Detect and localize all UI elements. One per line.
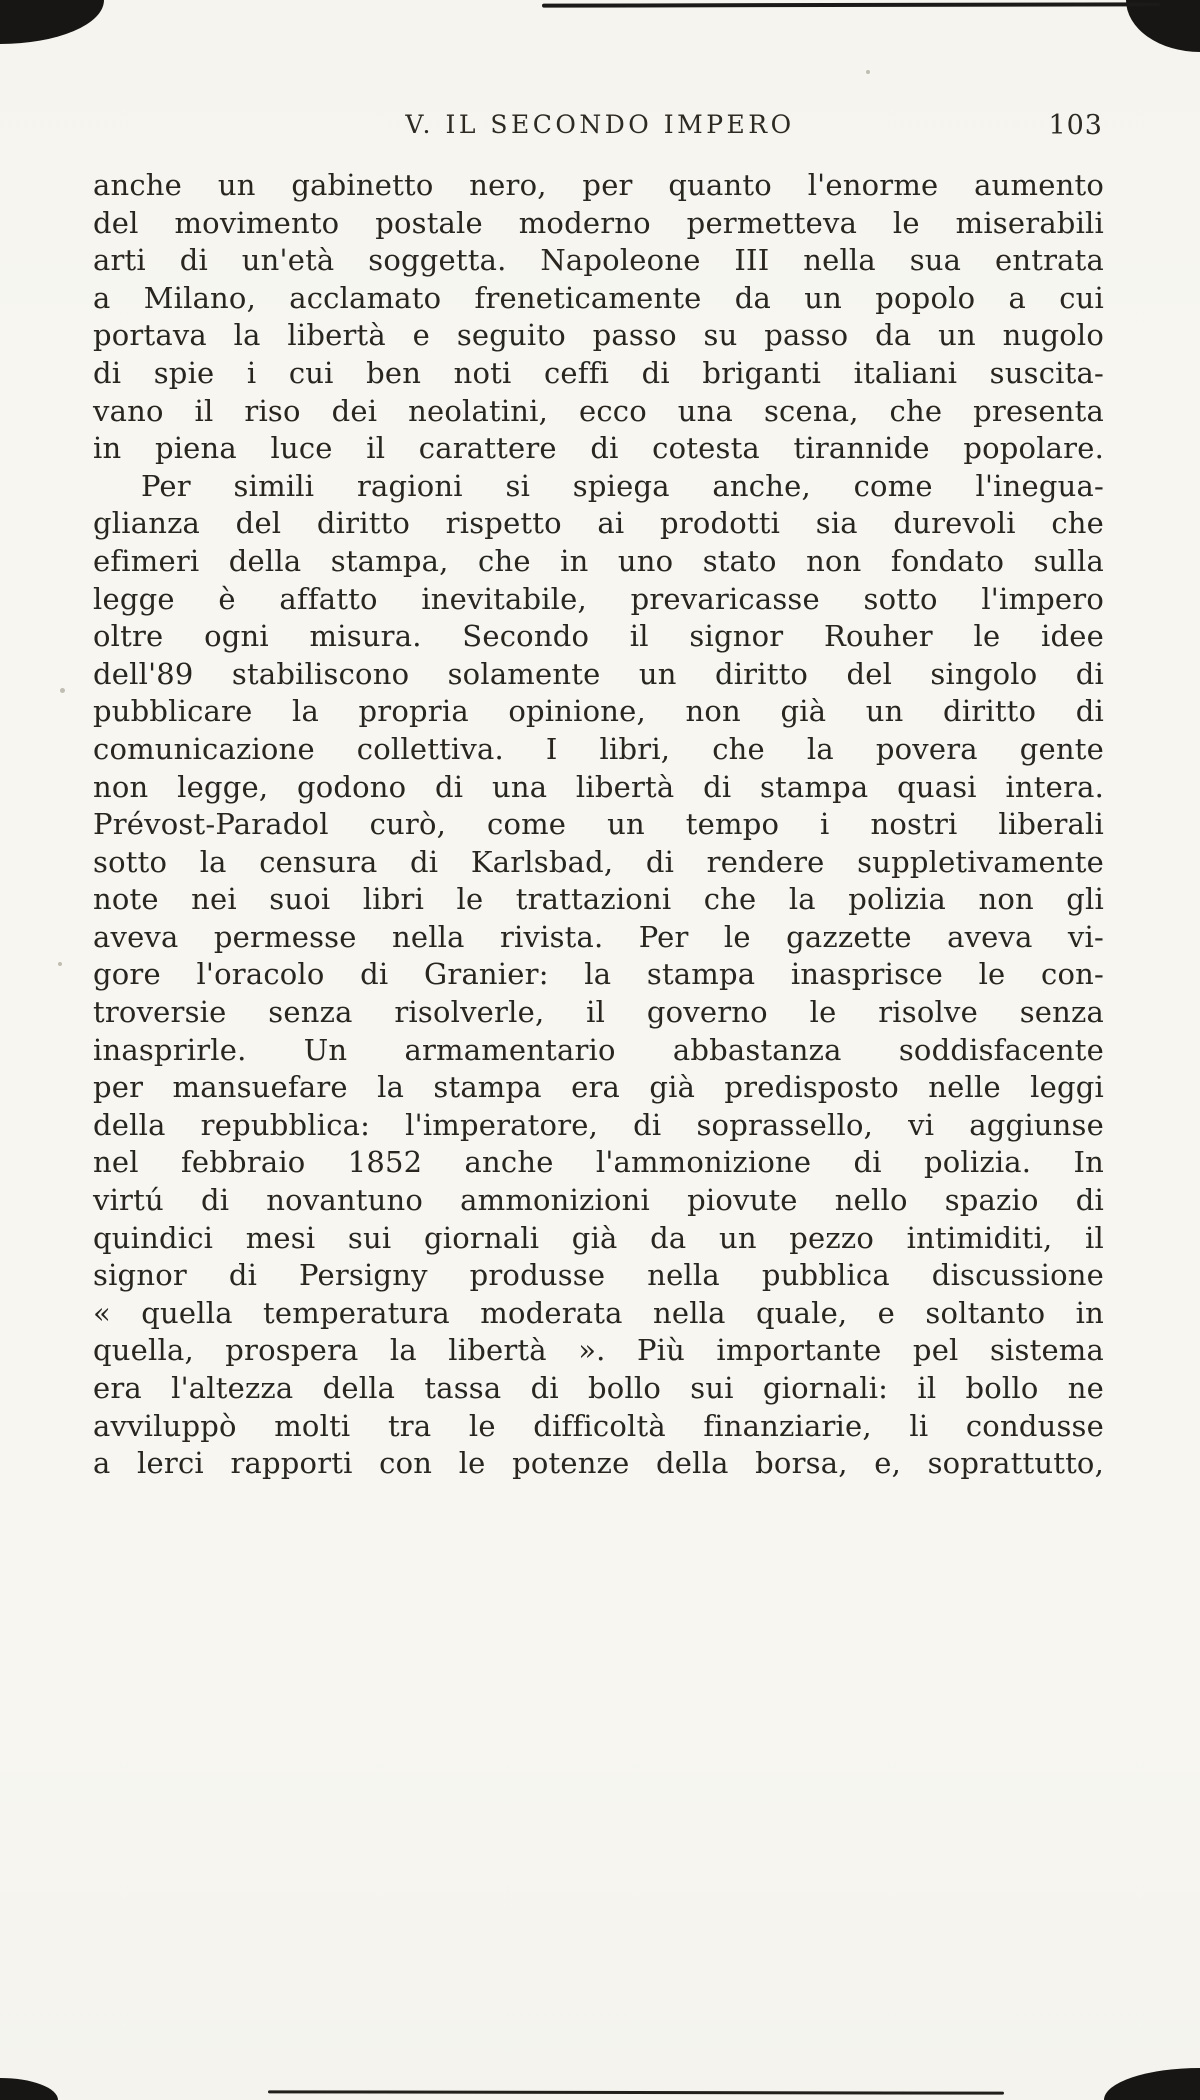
page-number: 103 [1048,110,1103,141]
text-line: vano il riso dei neolatini, ecco una scena, che presenta [93,393,1104,428]
text-line: portava la libertà e seguito passo su passo da un nugolo [93,318,1104,353]
scan-mark-top-left [0,0,104,44]
running-header [95,110,1105,150]
text-block [93,167,1104,1483]
text-line: pubblicare la propria opinione, non già un diritto di [93,694,1104,729]
text-line: troversie senza risolverle, il governo le risolve senza [93,995,1104,1030]
paragraph [93,468,1104,1483]
scan-line-bottom-edge [268,2090,1004,2094]
scan-mark-bottom-right [1104,2068,1200,2100]
text-line: per mansuefare la stampa era già predisposto nelle leggi [93,1070,1104,1105]
text-line: oltre ogni misura. Secondo il signor Rouher le idee [93,619,1104,654]
scan-mark-bottom-left [0,2078,58,2100]
text-line: della repubblica: l'imperatore, di soprassello, vi aggiunse [93,1107,1104,1142]
text-line: avviluppò molti tra le difficoltà finanziarie, li condusse [93,1408,1104,1443]
text-line: glianza del diritto rispetto ai prodotti sia durevoli che [93,506,1104,541]
text-line: « quella temperatura moderata nella quale, e soltanto in [93,1295,1104,1330]
paragraph [93,167,1104,468]
text-line: anche un gabinetto nero, per quanto l'enorme aumento [93,168,1104,202]
text-line: signor di Persigny produsse nella pubblica discussione [93,1258,1104,1293]
text-line: di spie i cui ben noti ceffi di briganti italiani suscita- [93,355,1104,390]
text-line: Per simili ragioni si spiega anche, come l'inegua- [141,468,1104,503]
text-line: in piena luce il carattere di cotesta tirannide popolare. [93,431,1104,466]
scan-speck [866,70,870,74]
scan-speck [60,688,65,693]
text-line: quindici mesi sui giornali già da un pezzo intimiditi, il [93,1220,1104,1255]
text-line: a Milano, acclamato freneticamente da un popolo a cui [93,280,1104,315]
text-line: sotto la censura di Karlsbad, di rendere suppletivamente [93,844,1104,879]
text-line: nel febbraio 1852 anche l'ammonizione di polizia. In [93,1145,1104,1180]
text-line: arti di un'età soggetta. Napoleone III nella sua entrata [93,243,1104,278]
text-line: del movimento postale moderno permetteva le miserabili [93,205,1104,240]
text-line: quella, prospera la libertà ». Più importante pel sistema [93,1333,1104,1368]
text-line: gore l'oracolo di Granier: la stampa inasprisce le con- [93,957,1104,992]
text-line: era l'altezza della tassa di bollo sui giornali: il bollo ne [93,1371,1104,1405]
text-line: legge è affatto inevitabile, prevaricasse sotto l'impero [93,581,1104,616]
text-line: Prévost-Paradol curò, come un tempo i nostri liberali [93,807,1104,842]
text-line: inasprirle. Un armamentario abbastanza soddisfacente [93,1032,1104,1067]
text-line: note nei suoi libri le trattazioni che la polizia non gli [93,882,1104,917]
text-line: virtú di novantuno ammonizioni piovute nello spazio di [93,1183,1104,1218]
text-line: a lerci rapporti con le potenze della borsa, e, soprattutto, [93,1446,1104,1481]
scan-line-top-edge [542,2,1160,7]
text-line: aveva permesse nella rivista. Per le gazzette aveva vi- [93,919,1104,954]
text-line: dell'89 stabiliscono solamente un diritto del singolo di [93,656,1104,691]
scan-speck [58,962,62,966]
scan-mark-top-right [1126,0,1200,52]
text-line: comunicazione collettiva. I libri, che la povera gente [93,731,1104,766]
running-header-title: V. IL SECONDO IMPERO [405,110,795,139]
text-line: efimeri della stampa, che in uno stato non fondato sulla [93,543,1104,578]
text-line: non legge, godono di una libertà di stampa quasi intera. [93,769,1104,804]
